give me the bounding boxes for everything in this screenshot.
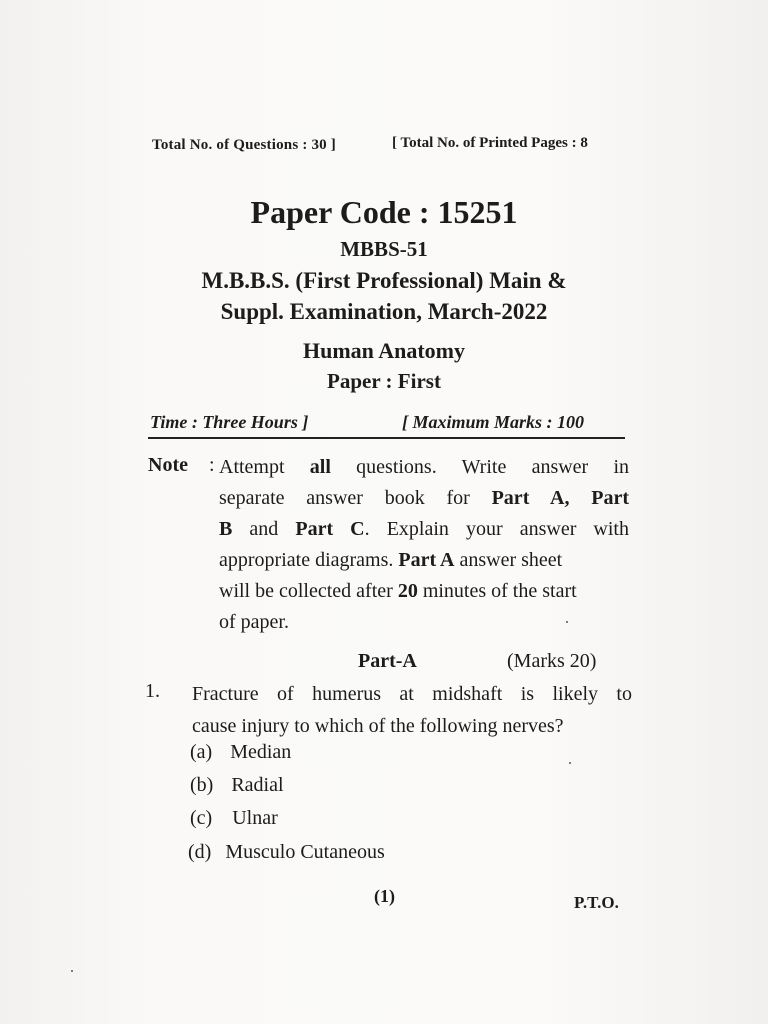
option-label: (c) (190, 807, 213, 829)
header-divider (148, 437, 625, 439)
option-text: Musculo Cutaneous (225, 841, 385, 863)
page-number: (1) (374, 886, 395, 906)
note-text (219, 452, 629, 638)
exam-time: Time : Three Hours ] (150, 412, 309, 432)
option-label: (a) (190, 741, 213, 763)
paper-speck (566, 621, 568, 623)
part-a-title: Part-A (358, 650, 417, 672)
paper-code: Paper Code : 15251 (250, 194, 518, 230)
course-code: MBBS-51 (340, 237, 428, 261)
option-label: (d) (188, 841, 212, 863)
printed-pages: [ Total No. of Printed Pages : 8 (392, 135, 588, 151)
option-text: Ulnar (232, 807, 278, 829)
option-label: (b) (190, 774, 214, 796)
question-line-2: cause injury to which of the following nerves? (192, 715, 564, 737)
part-a-marks: (Marks 20) (507, 650, 597, 672)
note-line-3: B and Part C. Explain your answer with (219, 518, 629, 540)
please-turn-over: P.T.O. (574, 893, 619, 912)
paper-number: Paper : First (327, 369, 441, 393)
note-label: Note (148, 454, 188, 476)
option-b (190, 774, 284, 797)
subject-title: Human Anatomy (303, 338, 465, 363)
total-questions: Total No. of Questions : 30 ] (152, 137, 337, 153)
question-number: 1. (145, 680, 160, 702)
note-colon: : (209, 454, 215, 476)
option-text: Radial (231, 774, 284, 796)
option-d (188, 841, 385, 864)
note-line-1: Attempt all questions. Write answer in (219, 456, 630, 478)
question-line-1: Fracture of humerus at midshaft is likely to (192, 683, 632, 705)
option-c (190, 807, 278, 830)
paper-speck (569, 762, 571, 764)
note-line-4: appropriate diagrams. Part A answer sheet (219, 549, 563, 571)
note-line-6: of paper. (219, 611, 289, 633)
note-line-2: separate answer book for Part A, Part (219, 487, 630, 509)
exam-title-line1: M.B.B.S. (First Professional) Main & (201, 268, 567, 293)
option-a (190, 741, 291, 764)
question-text (192, 678, 632, 742)
option-text: Median (230, 741, 292, 763)
maximum-marks: [ Maximum Marks : 100 (402, 412, 585, 432)
note-line-5: will be collected after 20 minutes of the start (219, 580, 577, 602)
paper-speck (71, 970, 73, 972)
exam-title-line2: Suppl. Examination, March-2022 (220, 299, 548, 324)
